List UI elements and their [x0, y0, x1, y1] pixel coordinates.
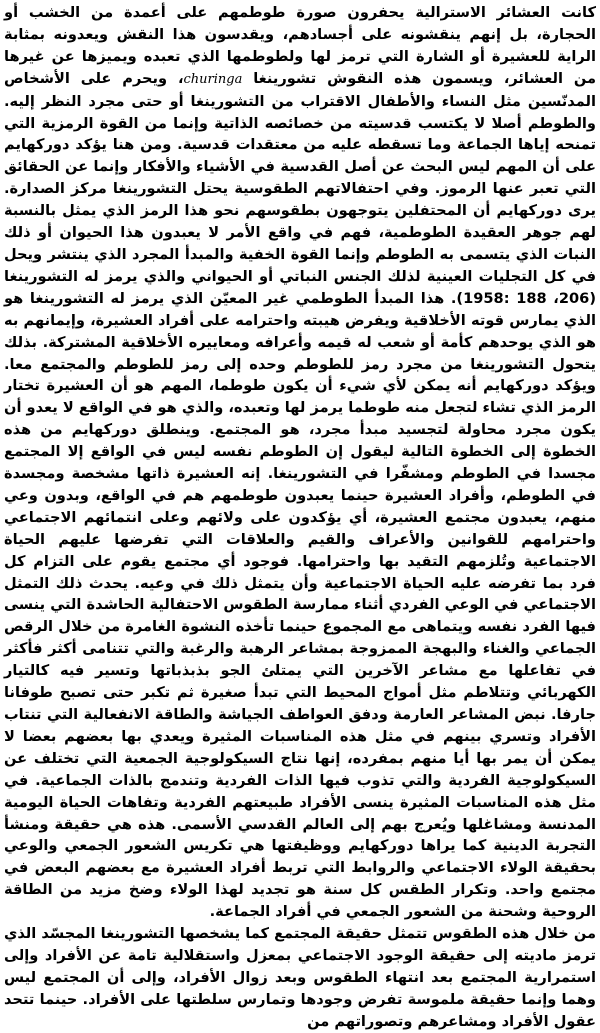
churinga-term: churinga: [183, 71, 243, 87]
paragraph-text-part-1: كانت العشائر الاسترالية يحفرون صورة طوطمهم على أعمدة من الخشب أو الحجارة، بل إنهم ينقشونه على أجسادهم، ويقدسون هذا النقش ويعدونه بمثابة الراية للعشيرة أو الشارة التي ترمز لها ولطوطمها الذي تعبده ويميزها عن غيرها من العشائر، ويسمون هذه النقوش تشورينغا: [4, 4, 596, 87]
paragraph-rituals: من خلال هذه الطقوس تتمثل حقيقة المجتمع كما يشخصها التشورينغا المجسّد الذي ترمز ماديته إلى حقيقة الوجود الاجتماعي بمعزل واستقلالية تامة عن الأفراد وإلى استمرارية المجتمع بعد انتهاء الطقوس وبعد زوال الأفراد، وإلى أن المجتمع ليس وهما وإنما حقيقة ملموسة تفرض وجودها وتمارس سلطتها على الأفراد. حينما تتحد عقول الأفراد ومشاعرهم وتصوراتهم من: [4, 925, 596, 1030]
document-page: [4, 2, 596, 1030]
paragraph-totemism: [4, 2, 596, 923]
paragraph-text-part-2: ، ويحرم على الأشخاص المدنّسين مثل النساء والأطفال الاقتراب من التشورينغا أو حتى مجرد النظر إليه. والطوطم أصلا لا يكتسب قدسيته من خصائصه الذاتية وإنما من القوة الرمزية التي تمنحه إياها الجماعة وما تسقطه عليه من معتقدات قدسية. ومن هنا يؤكد دوركهايم على أن المهم ليس البحث عن أصل القدسية في الأشياء والأفكار وإنما عن الحقائق التي تعبر عنها الرموز. وفي احتفالاتهم الطقوسية يحتل التشورينغا مركز الصدارة. يرى دوركهايم أن المحتفلين يتوجهون بطقوسهم نحو هذا الرمز الذي يمثل بالنسبة لهم جوهر العقيدة الطوطمية، فهم في واقع الأمر لا يعبدون هذا الحيوان أو ذلك النبات الذي يتسمى به الطوطم وإنما القوة الخفية والمبدأ المجرد الذي ينتشر ويحل في كل التجليات العينية لذلك الجنس النباتي أو الحيواني والذي يرمز له التشورينغا (206، 188 :1958). هذا المبدأ الطوطمي غير المعيّن الذي يرمز له التشورينغا هو الذي يمارس قوته الأخلاقية ويفرض هيبته واحترامه على أفراد العشيرة، وإيمانهم به هو الذي يوحدهم كأمة أو شعب له قيمه وأعرافه ومعاييره الأخلاقية المشتركة. بذلك يتحول التشورينغا من مجرد رمز للطوطم وحده إلى رمز للطوطم والمجتمع معا. ويؤكد دوركهايم أنه يمكن لأي شيء أن يكون طوطما، المهم هو أن العشيرة تختار الرمز الذي تشاء لتجعل منه طوطما يرمز لها وتعبده، والذي هو في الواقع لا يعدو أن يكون مجرد محاولة لتجسيد مبدأ مجرد، هو المجتمع. وينطلق دوركهايم من هذه الخطوة إلى الخطوة التالية ليقول إن الطوطم نفسه ليس في الواقع إلا المجتمع مجسدا في الطوطم ومشفّرا في التشورينغا. إنه العشيرة ذاتها مشخصة ومجسدة في الطوطم، وأفراد العشيرة حينما يعبدون طوطمهم هم في الواقع، وبدون وعي منهم، يعبدون مجتمع العشيرة، أي يؤكدون على ولائهم وعلى انتمائهم الاجتماعي واحترامهم للقوانين والأعراف والقيم والعلاقات التي تفرضها عليهم الحياة الاجتماعية وتُلزمهم التقيد بها واحترامها. فوجود أي مجتمع يقوم على التزام كل فرد بما تفرضه عليه الحياة الاجتماعية وأن يتمثل ذلك في وعيه. يحدث ذلك التمثل الاجتماعي في الوعي الفردي أثناء ممارسة الطقوس الاحتفالية الحاشدة التي ينسى فيها الفرد نفسه ويتماهى مع المجموع حينما تأخذه النشوة الغامرة من خلال الرقص الجماعي والغناء والبهجة الممزوجة بمشاعر الرهبة والرغبة والتي تتنامى أكثر فأكثر في تفاعلها مع مشاعر الآخرين التي يمتلئ الجو بذبذباتها وتسير فيه كالتيار الكهربائي وتتلاطم مثل أمواج المحيط التي تبدأ صغيرة ثم تكبر حتى تصبح طوفانا جارفا. نبض المشاعر العارمة ودفق العواطف الجياشة والطاقة الانفعالية التي تنتاب الأفراد وتسري بينهم في مثل هذه المناسبات المثيرة ويعدي بها بعضهم بعضا لا يمكن أن يمر بها أيا منهم بمفرده، إنها نتاج السيكولوجية الجمعية التي تختلف عن السيكولوجية الفردية والتي تذوب فيها الذات الفردية وتندمج بالذات الجماعية. في مثل هذه المناسبات المثيرة ينسى الأفراد طبيعتهم الفردية وتفاهات الحياة اليومية المدنسة ومشاغلها ويُعرج بهم إلى العالم القدسي الأسمى. هذه هي حقيقة ومنشأ التجربة الدينية كما يراها دوركهايم ووظيفتها هي تكريس الشعور الجمعي والوعي بحقيقة الولاء الاجتماعي والروابط التي تربط أفراد العشيرة مع بعضهم البعض في مجتمع واحد. وتكرار الطقس كل سنة هو تجديد لهذا الولاء وضخ مزيد من الطاقة الروحية وشحنة من الشعور الجمعي في أفراد الجماعة.: [4, 69, 596, 921]
